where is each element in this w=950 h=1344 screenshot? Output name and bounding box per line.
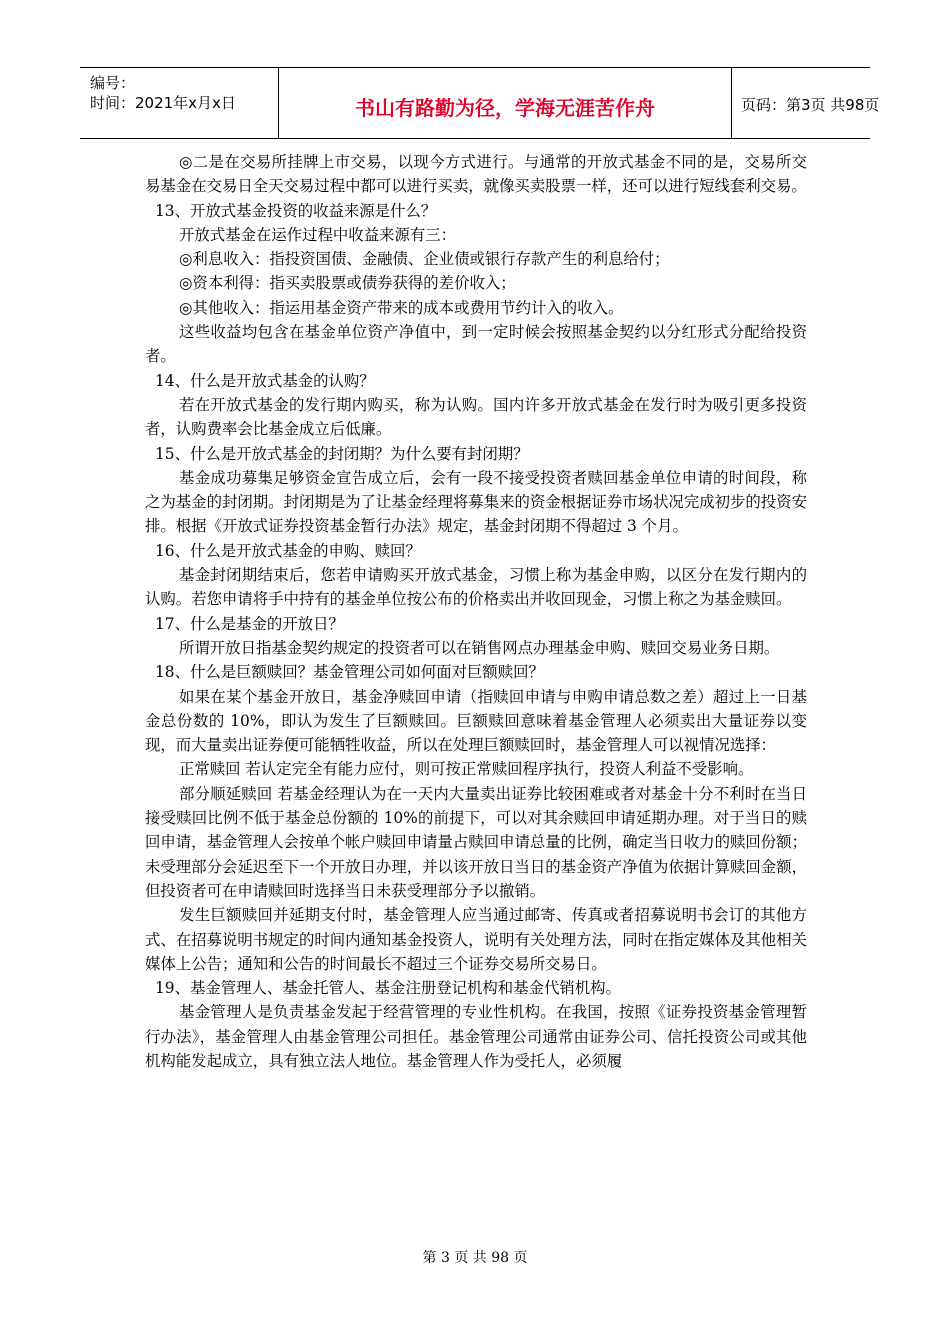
header-motto-cell bbox=[278, 68, 732, 138]
body-paragraph: 基金成功募集足够资金宣告成立后，会有一段不接受投资者赎回基金单位申请的时间段，称之为基金的封闭期。封闭期是为了让基金经理将募集来的资金根据证券市场状况完成初步的投资安排。根据《开放式证券投资基金暂行办法》规定，基金封闭期不得超过 3 个月。 bbox=[145, 468, 807, 536]
document-number-label: 编号： bbox=[90, 74, 136, 92]
body-paragraph: ◎其他收入：指运用基金资产带来的成本或费用节约计入的收入。 bbox=[179, 298, 624, 317]
body-paragraph: ◎利息收入：指投资国债、金融债、企业债或银行存款产生的利息给付； bbox=[179, 250, 670, 269]
question-heading: 17、什么是基金的开放日？ bbox=[155, 614, 344, 633]
header-motto: 书山有路勤为径，学海无涯苦作舟 bbox=[355, 96, 655, 120]
body-paragraph: 发生巨额赎回并延期支付时，基金管理人应当通过邮寄、传真或者招募说明书会订的其他方式、在招募说明书规定的时间内通知基金投资人，说明有关处理方法，同时在指定媒体及其他相关媒体上公告；通知和公告的时间最长不超过三个证券交易所交易日。 bbox=[145, 906, 807, 973]
body-paragraph: 这些收益均包含在基金单位资产净值中，到一定时候会按照基金契约以分红形式分配给投资者。 bbox=[145, 323, 807, 366]
header-info-cell bbox=[80, 68, 278, 138]
body-paragraph: 开放式基金在运作过程中收益来源有三： bbox=[179, 225, 457, 244]
header-page-code: 页码：第3页 共98页 bbox=[741, 96, 880, 114]
body-paragraph: 所谓开放日指基金契约规定的投资者可以在销售网点办理基金申购、赎回交易业务日期。 bbox=[179, 638, 780, 657]
body-paragraph: ◎二是在交易所挂牌上市交易，以现今方式进行。与通常的开放式基金不同的是，交易所交易基金在交易日全天交易过程中都可以进行买卖，就像买卖股票一样，还可以进行短线套利交易。 bbox=[145, 153, 807, 196]
body-paragraph: 部分顺延赎回 若基金经理认为在一天内大量卖出证券比较困难或者对基金十分不利时在当日接受赎回比例不低于基金总份额的 10%的前提下，可以对其余赎回申请延期办理。对于当日的赎回申请，基金管理人会按单个帐户赎回申请量占赎回申请总量的比例，确定当日收力的赎回份额；未受理部分会延迟至下一个开放日办理，并以该开放日当日的基金资产净值为依据计算赎回金额，但投资者可在申请赎回时选择当日未获受理部分予以撤销。 bbox=[145, 784, 807, 900]
question-heading: 14、什么是开放式基金的认购？ bbox=[155, 371, 375, 390]
header-page-cell bbox=[731, 68, 880, 138]
body-paragraph: 若在开放式基金的发行期内购买，称为认购。国内许多开放式基金在发行时为吸引更多投资者，认购费率会比基金成立后低廉。 bbox=[145, 395, 807, 439]
question-heading: 16、什么是开放式基金的申购、赎回？ bbox=[155, 541, 421, 560]
question-heading: 19、基金管理人、基金托管人、基金注册登记机构和基金代销机构。 bbox=[155, 979, 621, 998]
body-paragraph: 基金封闭期结束后，您若申请购买开放式基金，习惯上称为基金申购，以区分在发行期内的认购。若您申请将手中持有的基金单位按公布的价格卖出并收回现金，习惯上称之为基金赎回。 bbox=[145, 566, 807, 609]
body-paragraph: 基金管理人是负责基金发起于经营管理的专业性机构。在我国，按照《证券投资基金管理暂行办法》，基金管理人由基金管理公司担任。基金管理公司通常由证券公司、信托投资公司或其他机构能发起成立，具有独立法人地位。基金管理人作为受托人，必须履 bbox=[145, 1003, 807, 1070]
question-heading: 13、开放式基金投资的收益来源是什么？ bbox=[155, 201, 437, 220]
body-paragraph: 如果在某个基金开放日，基金净赎回申请（指赎回申请与申购申请总数之差）超过上一日基金总份数的 10%，即认为发生了巨额赎回。巨额赎回意味着基金管理人必须卖出大量证券以变现，而大量卖出证券便可能牺牲收益，所以在处理巨额赎回时，基金管理人可以视情况选择： bbox=[145, 687, 807, 755]
body-paragraph: ◎资本利得：指买卖股票或债券获得的差价收入； bbox=[179, 274, 516, 293]
page-footer: 第 3 页 共 98 页 bbox=[422, 1250, 528, 1266]
document-body bbox=[145, 150, 807, 1073]
question-heading: 15、什么是开放式基金的封闭期？为什么要有封闭期？ bbox=[155, 444, 529, 463]
body-paragraph: 正常赎回 若认定完全有能力应付，则可按正常赎回程序执行，投资人利益不受影响。 bbox=[179, 760, 754, 779]
question-heading: 18、什么是巨额赎回？基金管理公司如何面对巨额赎回？ bbox=[155, 663, 544, 682]
document-date-label: 时间：2021年x月x日 bbox=[90, 94, 236, 112]
page-header bbox=[80, 67, 880, 139]
